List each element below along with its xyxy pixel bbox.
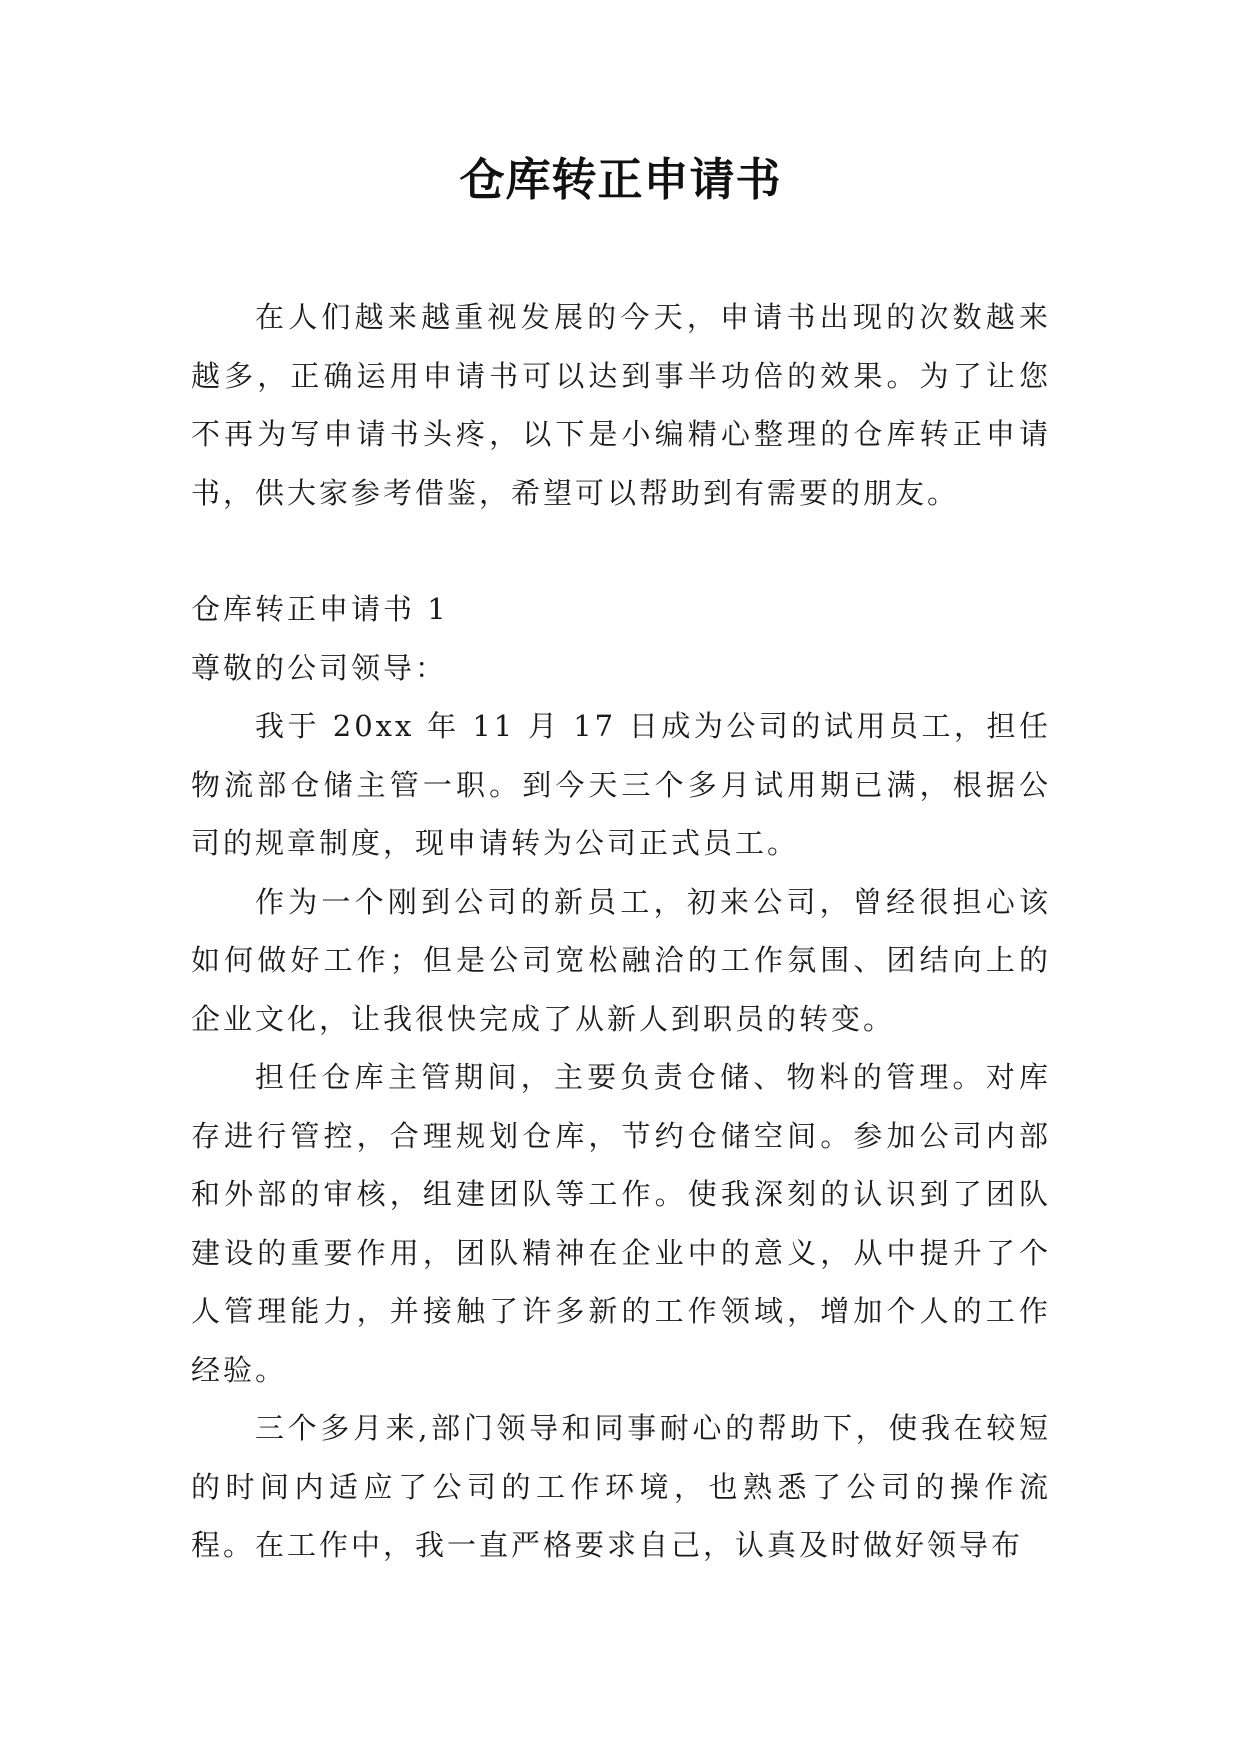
document-body [191,288,1051,1575]
paragraph-gap [191,522,1051,580]
salutation: 尊敬的公司领导： [191,650,448,685]
body-paragraph-4: 三个多月来,部门领导和同事耐心的帮助下，使我在较短的时间内适应了公司的工作环境，也熟悉了公司的操作流程。在工作中，我一直严格要求自己，认真及时做好领导布 [191,1411,1051,1562]
body-paragraph-3: 担任仓库主管期间，主要负责仓储、物料的管理。对库存进行管控，合理规划仓库，节约仓储空间。参加公司内部和外部的审核，组建团队等工作。使我深刻的认识到了团队建设的重要作用，团队精神在企业中的意义，从中提升了个人管理能力，并接触了许多新的工作领域，增加个人的工作经验。 [191,1060,1051,1387]
body-paragraph-2: 作为一个刚到公司的新员工，初来公司，曾经很担心该如何做好工作；但是公司宽松融洽的工作氛围、团结向上的企业文化，让我很快完成了从新人到职员的转变。 [191,884,1051,1036]
body-paragraph-1: 我于 20xx 年 11 月 17 日成为公司的试用员工，担任物流部仓储主管一职。到今天三个多月试用期已满，根据公司的规章制度，现申请转为公司正式员工。 [191,709,1051,860]
intro-paragraph: 在人们越来越重视发展的今天，申请书出现的次数越来越多，正确运用申请书可以达到事半功倍的效果。为了让您不再为写申请书头疼，以下是小编精心整理的仓库转正申请书，供大家参考借鉴，希望可以帮助到有需要的朋友。 [191,300,1051,510]
document-title: 仓库转正申请书 [459,153,782,206]
section-heading: 仓库转正申请书 1 [191,592,449,626]
